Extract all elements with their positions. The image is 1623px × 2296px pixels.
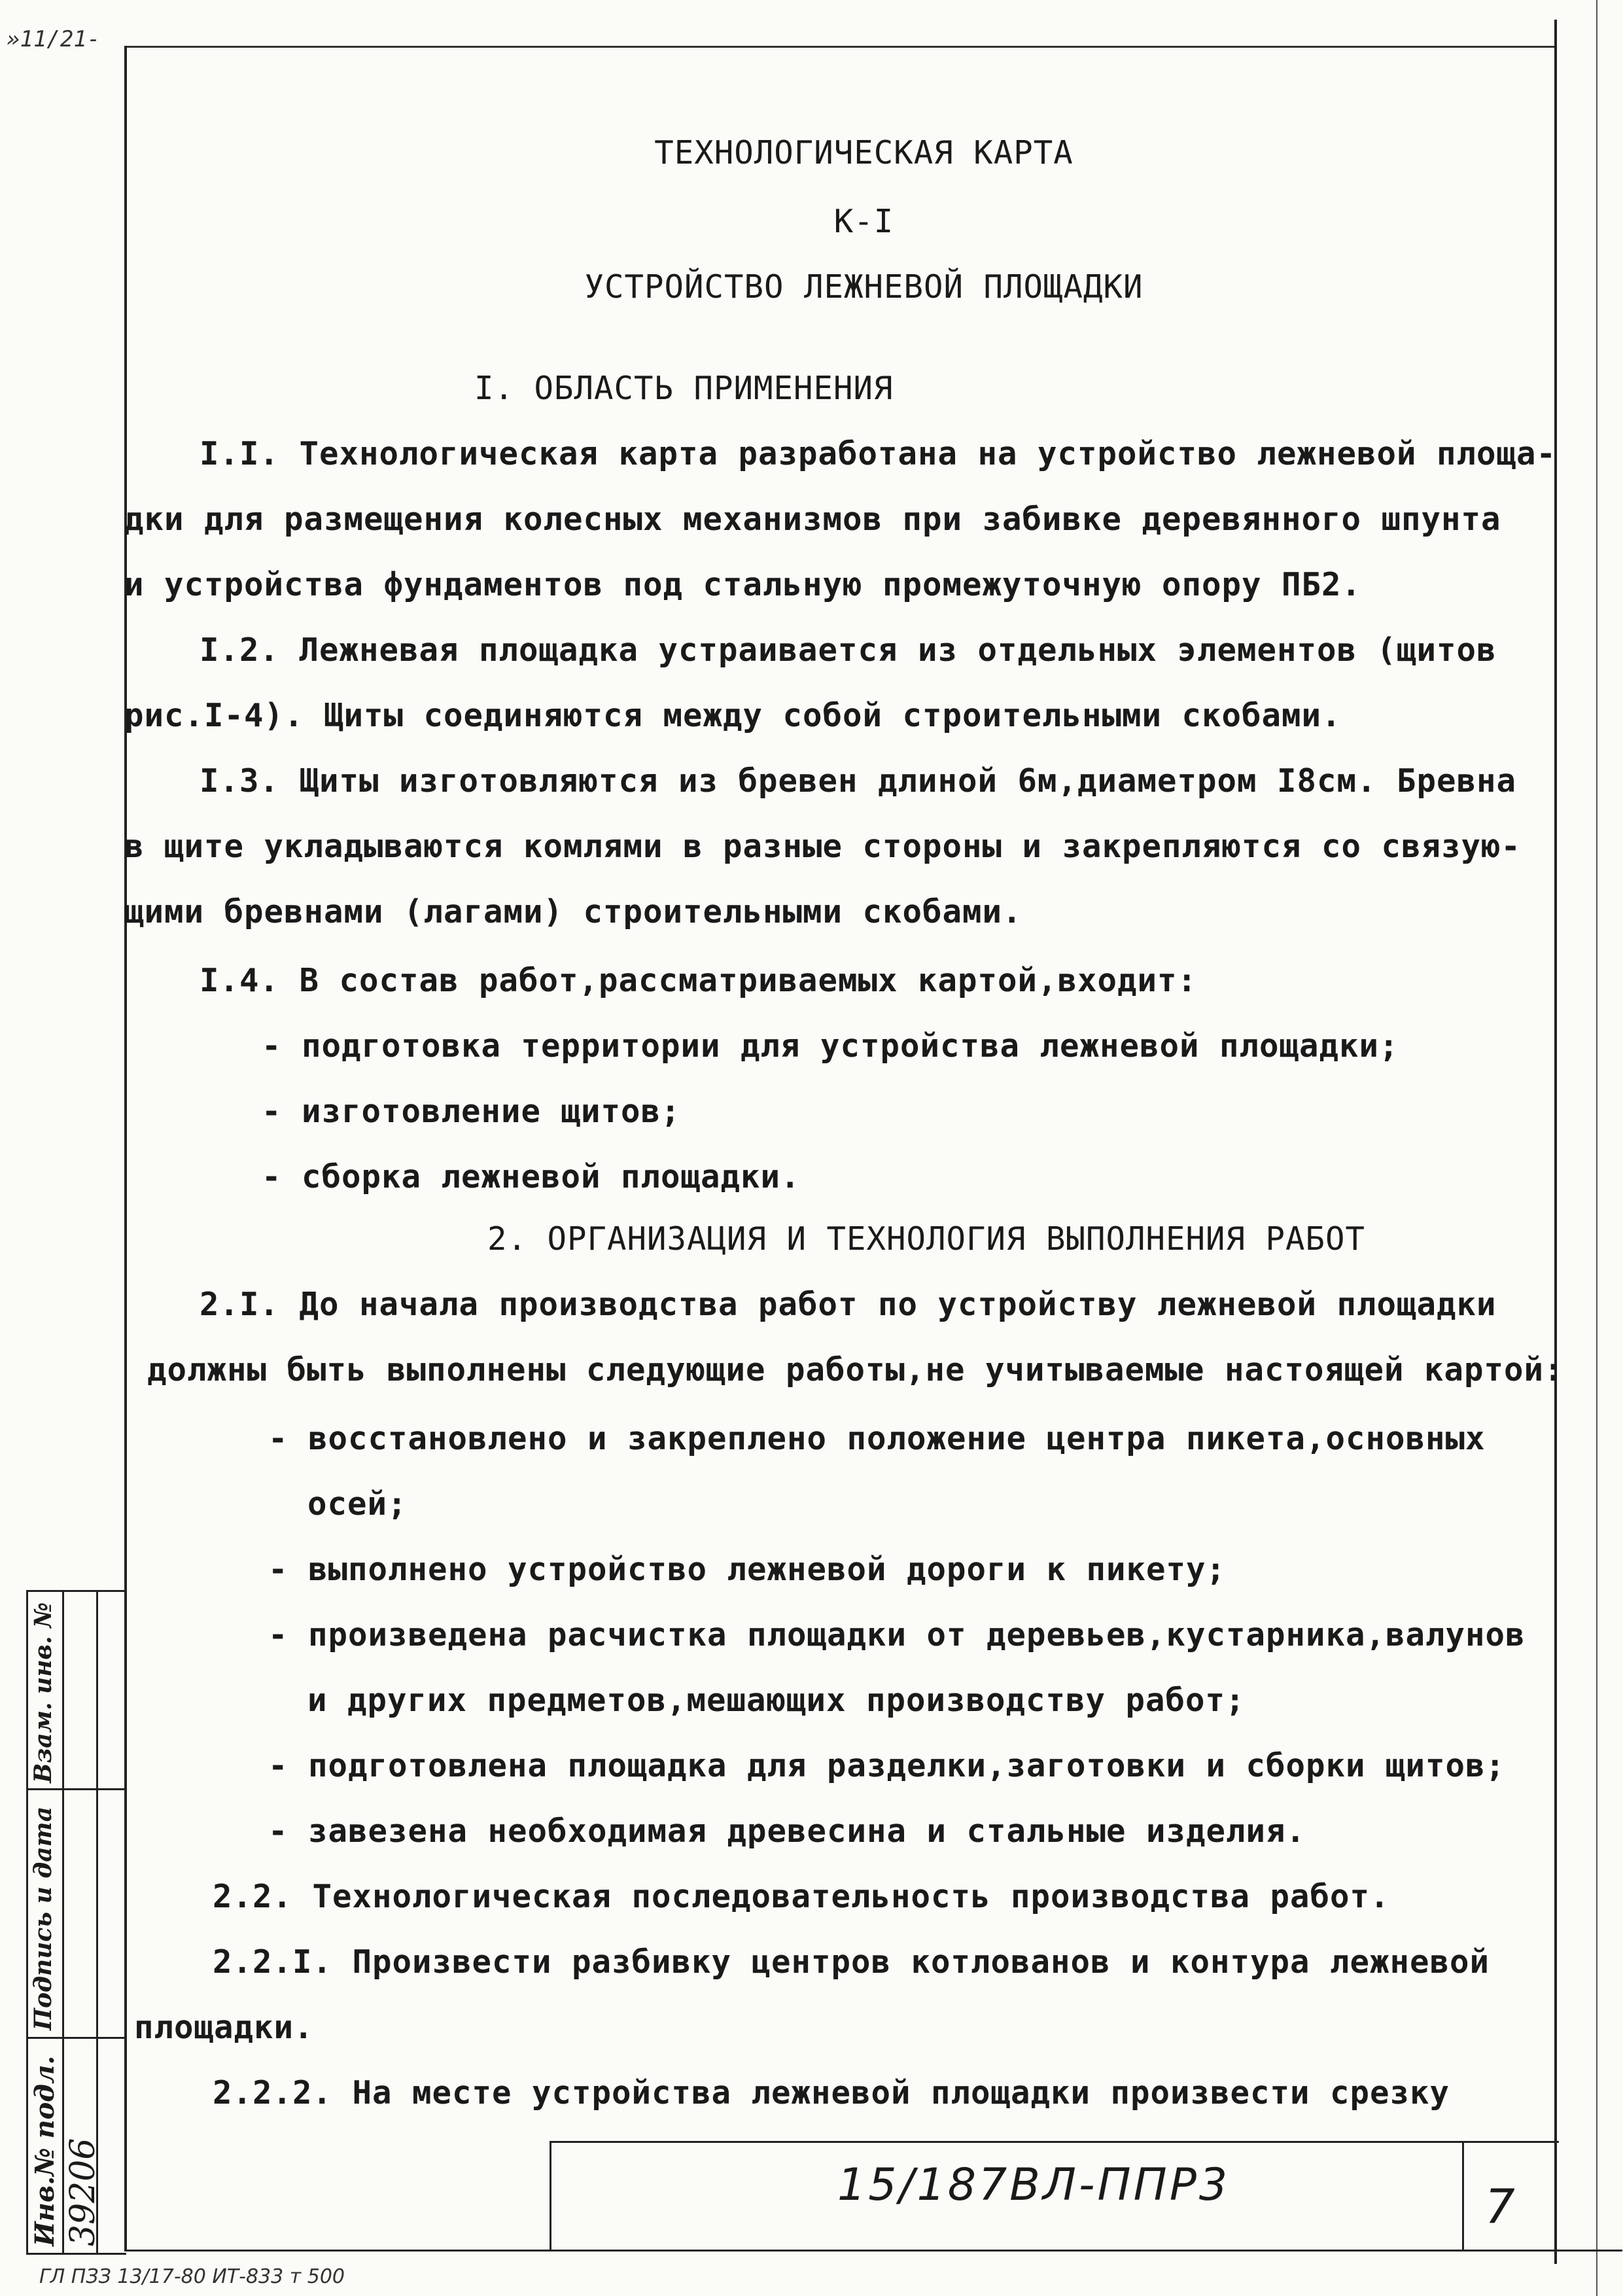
list-item: - подготовка территории для устройства лежневой площадки; [262, 1027, 1399, 1065]
frame-top-line [124, 46, 1557, 48]
list-item-continuation: и других предметов,мешающих производству работ; [307, 1682, 1246, 1719]
para-1-3-line-1: I.3. Щиты изготовляются из бревен длиной 6м,диаметром I8см. Бревна [200, 762, 1517, 800]
document-code: К-I [833, 203, 894, 240]
list-item: - подготовлена площадка для разделки,заготовки и сборки щитов; [268, 1747, 1506, 1784]
para-2-1-line-2: должны быть выполнены следующие работы,не учитываемые настоящей картой: [147, 1351, 1564, 1388]
document-number: 15/187ВЛ-ППР3 [837, 2159, 1230, 2211]
list-item: - выполнено устройство лежневой дороги к пикету; [268, 1551, 1227, 1588]
frame-right-line [1554, 20, 1557, 2264]
list-item-continuation: осей; [307, 1485, 408, 1523]
corner-mark: »11/21‑ [7, 26, 101, 52]
para-2-2: 2.2. Технологическая последовательность производства работ. [213, 1878, 1390, 1915]
para-2-2-1-line-1: 2.2.I. Произвести разбивку центров котлованов и контура лежневой [213, 1943, 1490, 1981]
para-1-1-line-3: и устройства фундаментов под стальную промежуточную опору ПБ2. [124, 566, 1362, 603]
para-1-4: I.4. В состав работ,рассматриваемых картой,входит: [200, 962, 1198, 999]
section-1-heading: I. ОБЛАСТЬ ПРИМЕНЕНИЯ [474, 370, 894, 407]
para-2-1-line-1: 2.I. До начала производства работ по устройству лежневой площадки [200, 1286, 1497, 1323]
document-subtitle: УСТРОЙСТВО ЛЕЖНЕВОЙ ПЛОЩАДКИ [584, 268, 1143, 306]
stamp-inventory-number: 39206 [63, 2138, 103, 2246]
list-item: - восстановлено и закреплено положение центра пикета,основных [268, 1420, 1486, 1457]
para-1-1-line-1: I.I. Технологическая карта разработана на устройство лежневой площа- [200, 435, 1557, 472]
stamp-replacement-label: Взам. инв. № [29, 1602, 57, 1783]
para-1-2-line-1: I.2. Лежневая площадка устраивается из отдельных элементов (щитов [200, 631, 1497, 669]
list-item: - сборка лежневой площадки. [262, 1158, 801, 1195]
list-item: - произведена расчистка площадки от деревьев,кустарника,валунов [268, 1616, 1526, 1653]
frame-outer-right-line [1596, 0, 1597, 2296]
stamp-signature-date-label: Подпись и дата [29, 1806, 57, 2030]
list-item: - изготовление щитов; [262, 1093, 681, 1130]
para-2-2-2: 2.2.2. На месте устройства лежневой площадки произвести срезку [213, 2074, 1450, 2111]
side-stamp [26, 1590, 126, 2255]
para-1-3-line-3: щими бревнами (лагами) строительными скобами. [124, 893, 1022, 930]
page-number: 7 [1485, 2179, 1515, 2234]
footer-print-note: ГЛ ПЗЗ 13/17-80 ИТ-833 т 500 [39, 2265, 345, 2288]
title-block-separator [1462, 2141, 1464, 2250]
document-title: ТЕХНОЛОГИЧЕСКАЯ КАРТА [654, 134, 1073, 171]
stamp-inventory-label: Инв.№ подл. [29, 2055, 60, 2246]
para-1-1-line-2: дки для размещения колесных механизмов при забивке деревянного шпунта [124, 501, 1501, 538]
para-1-2-line-2: рис.I-4). Щиты соединяются между собой строительными скобами. [124, 697, 1342, 734]
list-item: - завезена необходимая древесина и стальные изделия. [268, 1812, 1306, 1850]
section-2-heading: 2. ОРГАНИЗАЦИЯ И ТЕХНОЛОГИЯ ВЫПОЛНЕНИЯ РАБОТ [487, 1220, 1366, 1258]
para-2-2-1-line-2: площадки. [134, 2009, 314, 2046]
para-1-3-line-2: в щите укладываются комлями в разные стороны и закрепляются со связую- [124, 828, 1522, 865]
